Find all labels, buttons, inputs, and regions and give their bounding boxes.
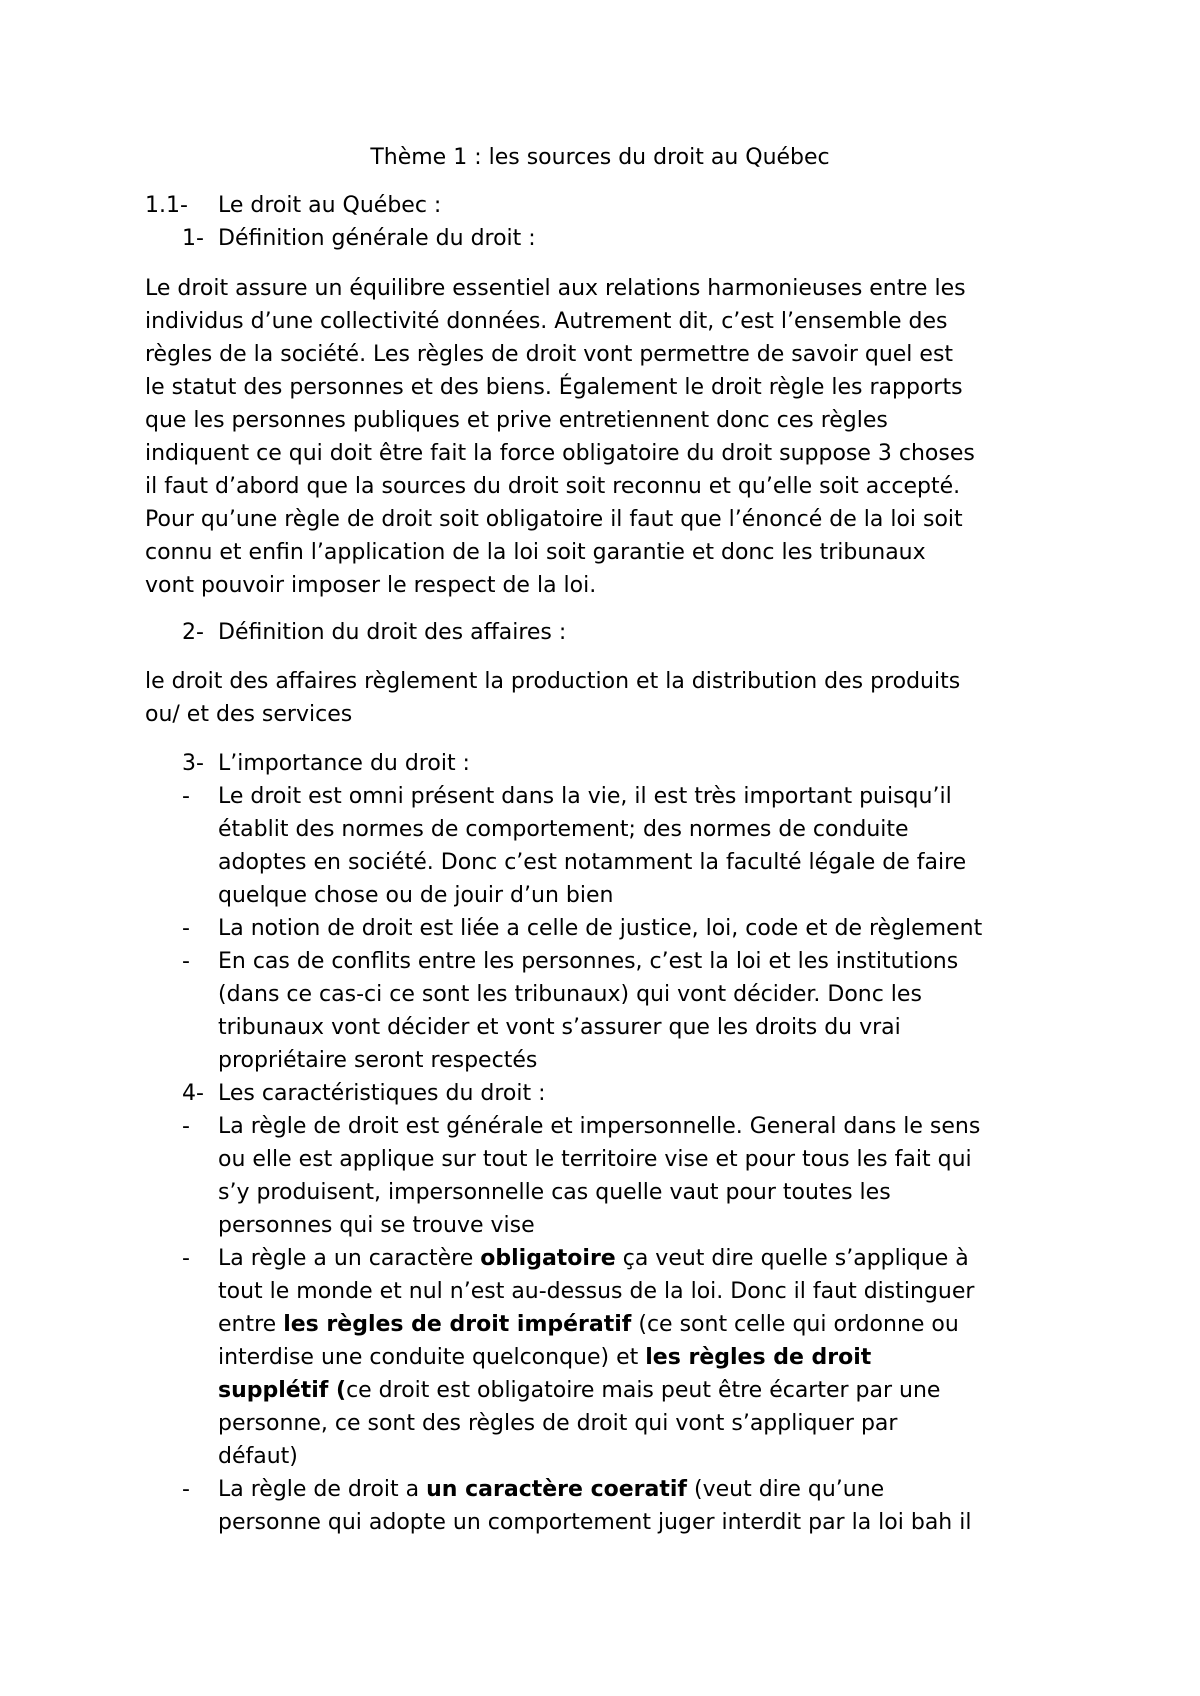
bold-term: obligatoire — [480, 1246, 616, 1271]
bullet-text — [218, 780, 1098, 912]
text-run: (veut dire qu’une — [687, 1477, 885, 1502]
paragraph-line: que les personnes publiques et prive entretiennent donc ces règles — [145, 408, 888, 433]
bullet-marker: - — [182, 1477, 190, 1502]
bold-term: les règles de droit — [645, 1345, 872, 1370]
text-run: La règle a un caractère — [218, 1246, 481, 1271]
bullet-line: La notion de droit est liée a celle de justice, loi, code et de règlement — [218, 916, 983, 941]
document-title: Thème 1 : les sources du droit au Québec — [370, 145, 830, 170]
bullet-line: quelque chose ou de jouir d’un bien — [218, 883, 614, 908]
subsection-label: Définition générale du droit : — [218, 226, 536, 251]
bullet-marker: - — [182, 1114, 190, 1139]
paragraph-line: règles de la société. Les règles de droit vont permettre de savoir quel est — [145, 342, 954, 367]
subsection-label: L’importance du droit : — [218, 751, 470, 776]
text-run: ce droit est obligatoire mais peut être écarter par une — [346, 1378, 941, 1403]
paragraph-definition-generale — [145, 272, 1085, 602]
bold-term: supplétif ( — [218, 1378, 347, 1403]
bullet-line: établit des normes de comportement; des normes de conduite — [218, 817, 909, 842]
paragraph-line: Pour qu’une règle de droit soit obligatoire il faut que l’énoncé de la loi soit — [145, 507, 963, 532]
bullet-line: Le droit est omni présent dans la vie, il est très important puisqu’il — [218, 784, 952, 809]
paragraph-droit-des-affaires — [145, 665, 1085, 731]
bullet-line — [218, 1374, 1098, 1407]
text-run: ça veut dire quelle s’applique à — [615, 1246, 969, 1271]
subsection-number: 2- — [182, 620, 204, 645]
subsection-label: Les caractéristiques du droit : — [218, 1081, 546, 1106]
subsection-number: 4- — [182, 1081, 204, 1106]
paragraph-line: connu et enfin l’application de la loi soit garantie et donc les tribunaux — [145, 540, 926, 565]
section-label: Le droit au Québec : — [218, 193, 442, 218]
bullet-line: (dans ce cas-ci ce sont les tribunaux) qui vont décider. Donc les — [218, 982, 922, 1007]
bullet-line: s’y produisent, impersonnelle cas quelle vaut pour toutes les — [218, 1180, 891, 1205]
subsection-number: 1- — [182, 226, 204, 251]
text-run: (ce sont celle qui ordonne ou — [631, 1312, 959, 1337]
bullet-line: adoptes en société. Donc c’est notamment la faculté légale de faire — [218, 850, 967, 875]
bullet-line: personne, ce sont des règles de droit qui vont s’appliquer par — [218, 1411, 898, 1436]
paragraph-line: vont pouvoir imposer le respect de la loi. — [145, 573, 597, 598]
subsection-label: Définition du droit des affaires : — [218, 620, 567, 645]
paragraph-line: le droit des affaires règlement la production et la distribution des produits — [145, 669, 961, 694]
paragraph-line: Le droit assure un équilibre essentiel aux relations harmonieuses entre les — [145, 276, 966, 301]
bullet-text — [218, 1473, 1098, 1539]
text-run: La règle de droit a — [218, 1477, 427, 1502]
bullet-text — [218, 945, 1098, 1077]
text-run: entre — [218, 1312, 284, 1337]
bullet-text — [218, 1242, 1098, 1473]
paragraph-line: individus d’une collectivité données. Autrement dit, c’est l’ensemble des — [145, 309, 948, 334]
bullet-line: personnes qui se trouve vise — [218, 1213, 535, 1238]
bold-term: les règles de droit impératif — [283, 1312, 632, 1337]
bullet-marker: - — [182, 916, 190, 941]
bullet-line: défaut) — [218, 1444, 298, 1469]
bullet-line — [218, 1341, 1098, 1374]
bullet-line: La règle de droit est générale et impersonnelle. General dans le sens — [218, 1114, 981, 1139]
subsection-number: 3- — [182, 751, 204, 776]
bullet-line — [218, 1308, 1098, 1341]
section-number: 1.1- — [145, 193, 188, 218]
bullet-line: personne qui adopte un comportement juger interdit par la loi bah il — [218, 1510, 972, 1535]
bullet-line — [218, 1473, 1098, 1506]
bullet-text — [218, 912, 1098, 945]
paragraph-line: ou/ et des services — [145, 702, 353, 727]
bullet-line: tribunaux vont décider et vont s’assurer que les droits du vrai — [218, 1015, 901, 1040]
bullet-marker: - — [182, 949, 190, 974]
paragraph-line: indiquent ce qui doit être fait la force obligatoire du droit suppose 3 choses — [145, 441, 975, 466]
bullet-line: ou elle est applique sur tout le territoire vise et pour tous les fait qui — [218, 1147, 972, 1172]
text-run: interdise une conduite quelconque) et — [218, 1345, 646, 1370]
bullet-line: tout le monde et nul n’est au-dessus de la loi. Donc il faut distinguer — [218, 1279, 975, 1304]
bullet-line: propriétaire seront respectés — [218, 1048, 538, 1073]
paragraph-line: le statut des personnes et des biens. Également le droit règle les rapports — [145, 375, 963, 400]
bullet-marker: - — [182, 784, 190, 809]
paragraph-line: il faut d’abord que la sources du droit soit reconnu et qu’elle soit accepté. — [145, 474, 961, 499]
bold-term: un caractère coeratif — [426, 1477, 687, 1502]
bullet-line: En cas de conflits entre les personnes, c’est la loi et les institutions — [218, 949, 959, 974]
bullet-marker: - — [182, 1246, 190, 1271]
bullet-text — [218, 1110, 1098, 1242]
bullet-line — [218, 1242, 1098, 1275]
